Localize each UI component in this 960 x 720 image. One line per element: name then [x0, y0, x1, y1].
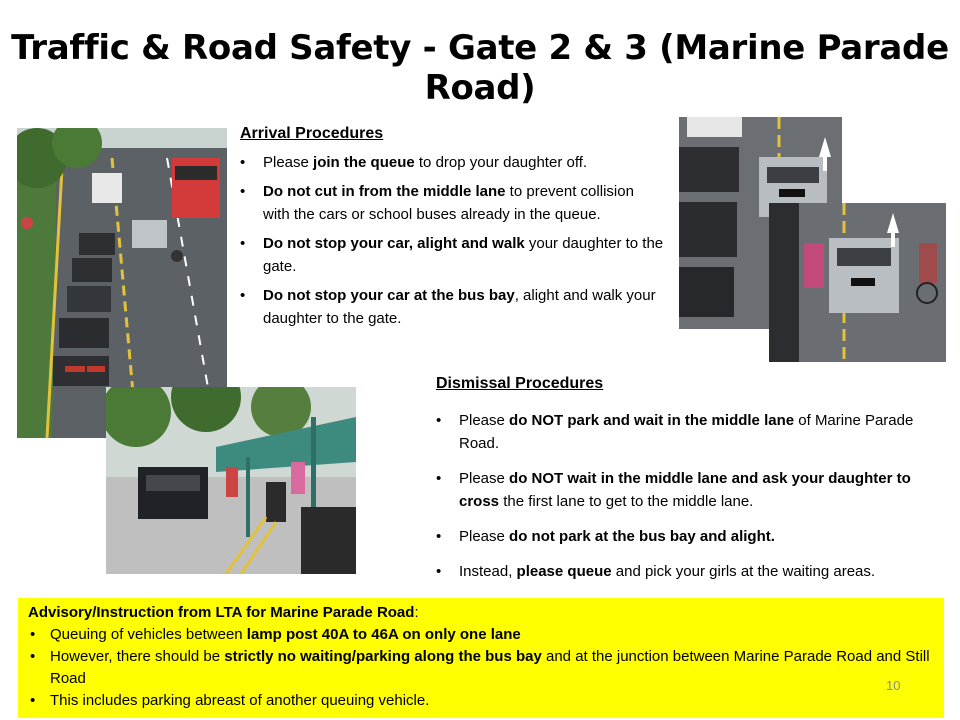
middle-lane-photo-bottom [769, 203, 946, 362]
list-item: • Please do NOT wait in the middle lane and ask your daughter to cross the first lane to get to the middle lane. [436, 467, 936, 513]
list-item: • This includes parking abreast of another queuing vehicle. [28, 690, 934, 712]
arrival-heading: Arrival Procedures [240, 125, 384, 142]
list-item: • Do not stop your car at the bus bay, alight and walk your daughter to the gate. [240, 284, 680, 330]
slide-title: Traffic & Road Safety - Gate 2 & 3 (Marine Parade Road) [11, 28, 949, 108]
list-item: • However, there should be strictly no waiting/parking along the bus bay and at the junction between Marine Parade Road and Still Road [28, 646, 934, 690]
list-item: • Queuing of vehicles between lamp post 40A to 46A on only one lane [28, 624, 934, 646]
list-item: • Please do NOT park and wait in the middle lane of Marine Parade Road. [436, 409, 936, 455]
dismissal-heading: Dismissal Procedures [436, 375, 604, 392]
list-item: • Please do not park at the bus bay and alight. [436, 525, 936, 548]
lta-advisory-box [18, 598, 944, 718]
list-item: • Please join the queue to drop your daughter off. [240, 151, 680, 174]
list-item: • Do not stop your car, alight and walk your daughter to the gate. [240, 232, 680, 278]
arrival-list [240, 151, 680, 336]
page-number: 10 [886, 678, 901, 693]
advisory-title: Advisory/Instruction from LTA for Marine Parade Road: [28, 604, 419, 621]
bus-bay-photo [106, 387, 356, 574]
advisory-list [28, 624, 934, 712]
list-item: • Do not cut in from the middle lane to prevent collision with the cars or school buses already in the queue. [240, 180, 680, 226]
dismissal-list [436, 409, 936, 595]
list-item: • Instead, please queue and pick your girls at the waiting areas. [436, 560, 936, 583]
